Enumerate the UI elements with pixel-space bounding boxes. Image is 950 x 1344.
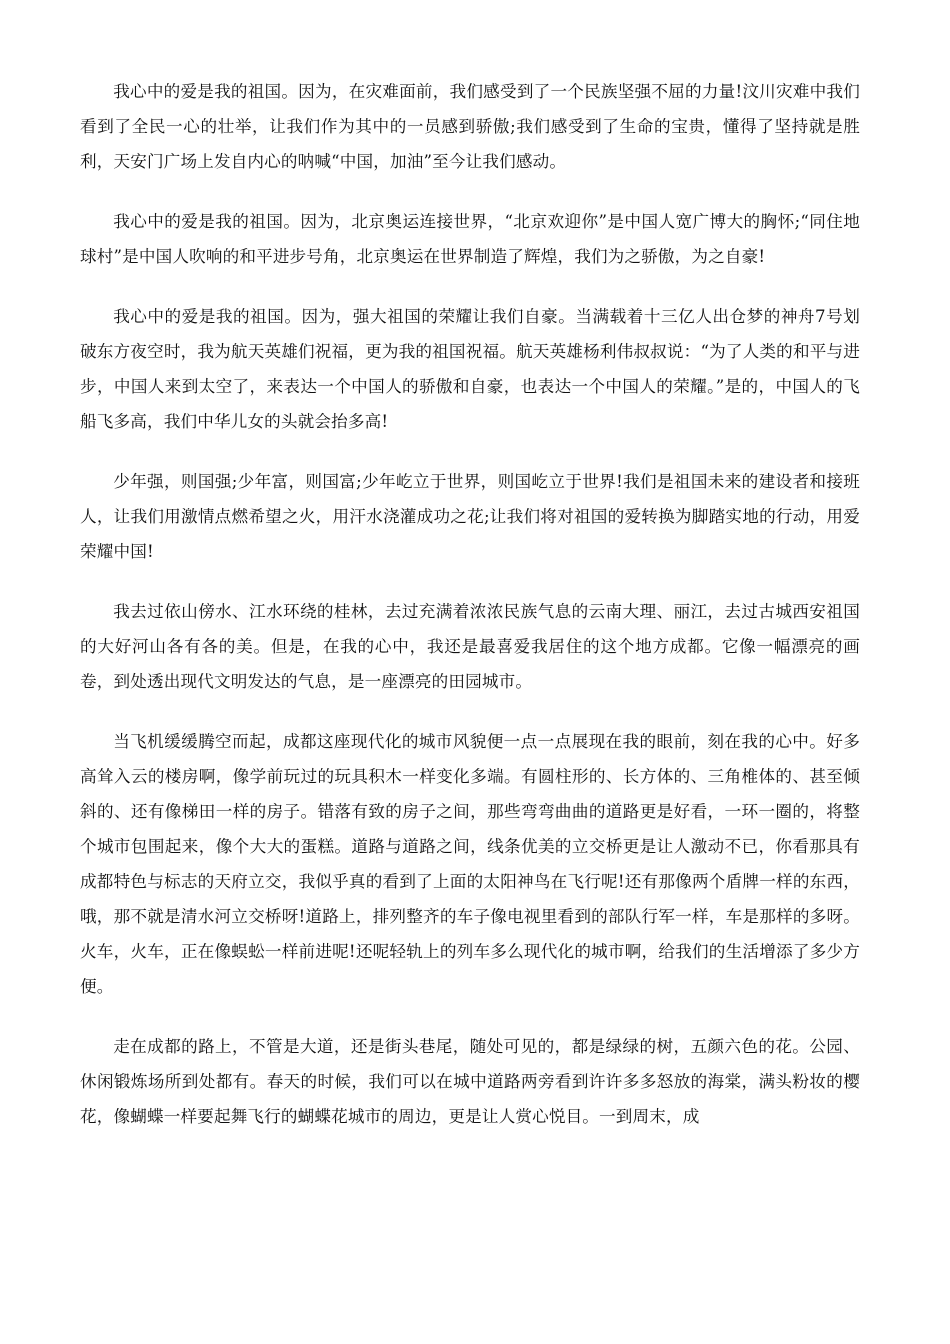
document-body bbox=[80, 74, 860, 1159]
paragraph-5: 我去过依山傍水、江水环绕的桂林，去过充满着浓浓民族气息的云南大理、丽江，去过古城西安祖国的大好河山各有各的美。但是，在我的心中，我还是最喜爱我居住的这个地方成都。它像一幅漂亮的画卷，到处透出现代文明发达的气息，是一座漂亮的田园城市。 bbox=[80, 602, 860, 691]
paragraph-1: 我心中的爱是我的祖国。因为，在灾难面前，我们感受到了一个民族坚强不屈的力量!汶川灾难中我们看到了全民一心的壮举，让我们作为其中的一员感到骄傲;我们感受到了生命的宝贵，懂得了坚持就是胜利，天安门广场上发自内心的呐喊“中国，加油”至今让我们感动。 bbox=[80, 82, 860, 171]
paragraph-2: 我心中的爱是我的祖国。因为，北京奥运连接世界，“北京欢迎你”是中国人宽广博大的胸怀;“同住地球村”是中国人吹响的和平进步号角，北京奥运在世界制造了辉煌，我们为之骄傲，为之自豪! bbox=[80, 212, 860, 266]
paragraph-7: 走在成都的路上，不管是大道，还是街头巷尾，随处可见的，都是绿绿的树，五颜六色的花。公园、休闲锻炼场所到处都有。春天的时候，我们可以在城中道路两旁看到许许多多怒放的海棠，满头粉妆的樱花，像蝴蝶一样要起舞飞行的蝴蝶花城市的周边，更是让人赏心悦目。一到周末，成 bbox=[80, 1037, 860, 1126]
paragraph-4: 少年强，则国强;少年富，则国富;少年屹立于世界，则国屹立于世界!我们是祖国未来的建设者和接班人，让我们用激情点燃希望之火，用汗水浇灌成功之花;让我们将对祖国的爱转换为脚踏实地的行动，用爱荣耀中国! bbox=[80, 472, 860, 561]
paragraph-6: 当飞机缓缓腾空而起，成都这座现代化的城市风貌便一点一点展现在我的眼前，刻在我的心中。好多高耸入云的楼房啊，像学前玩过的玩具积木一样变化多端。有圆柱形的、长方体的、三角椎体的、甚至倾斜的、还有像梯田一样的房子。错落有致的房子之间，那些弯弯曲曲的道路更是好看，一环一圈的，将整个城市包围起来，像个大大的蛋糕。道路与道路之间，线条优美的立交桥更是让人激动不已，你看那具有成都特色与标志的天府立交，我似乎真的看到了上面的太阳神鸟在飞行呢!还有那像两个盾牌一样的东西，哦，那不就是清水河立交桥呀!道路上，排列整齐的车子像电视里看到的部队行军一样，车是那样的多呀。火车，火车，正在像蜈蚣一样前进呢!还呢轻轨上的列车多么现代化的城市啊，给我们的生活增添了多少方便。 bbox=[80, 732, 860, 996]
paragraph-3: 我心中的爱是我的祖国。因为，强大祖国的荣耀让我们自豪。当满载着十三亿人出仓梦的神舟7号划破东方夜空时，我为航天英雄们祝福，更为我的祖国祝福。航天英雄杨利伟叔叔说：“为了人类的和平与进步，中国人来到太空了，来表达一个中国人的骄傲和自豪，也表达一个中国人的荣耀。”是的，中国人的飞船飞多高，我们中华儿女的头就会抬多高! bbox=[80, 307, 860, 431]
